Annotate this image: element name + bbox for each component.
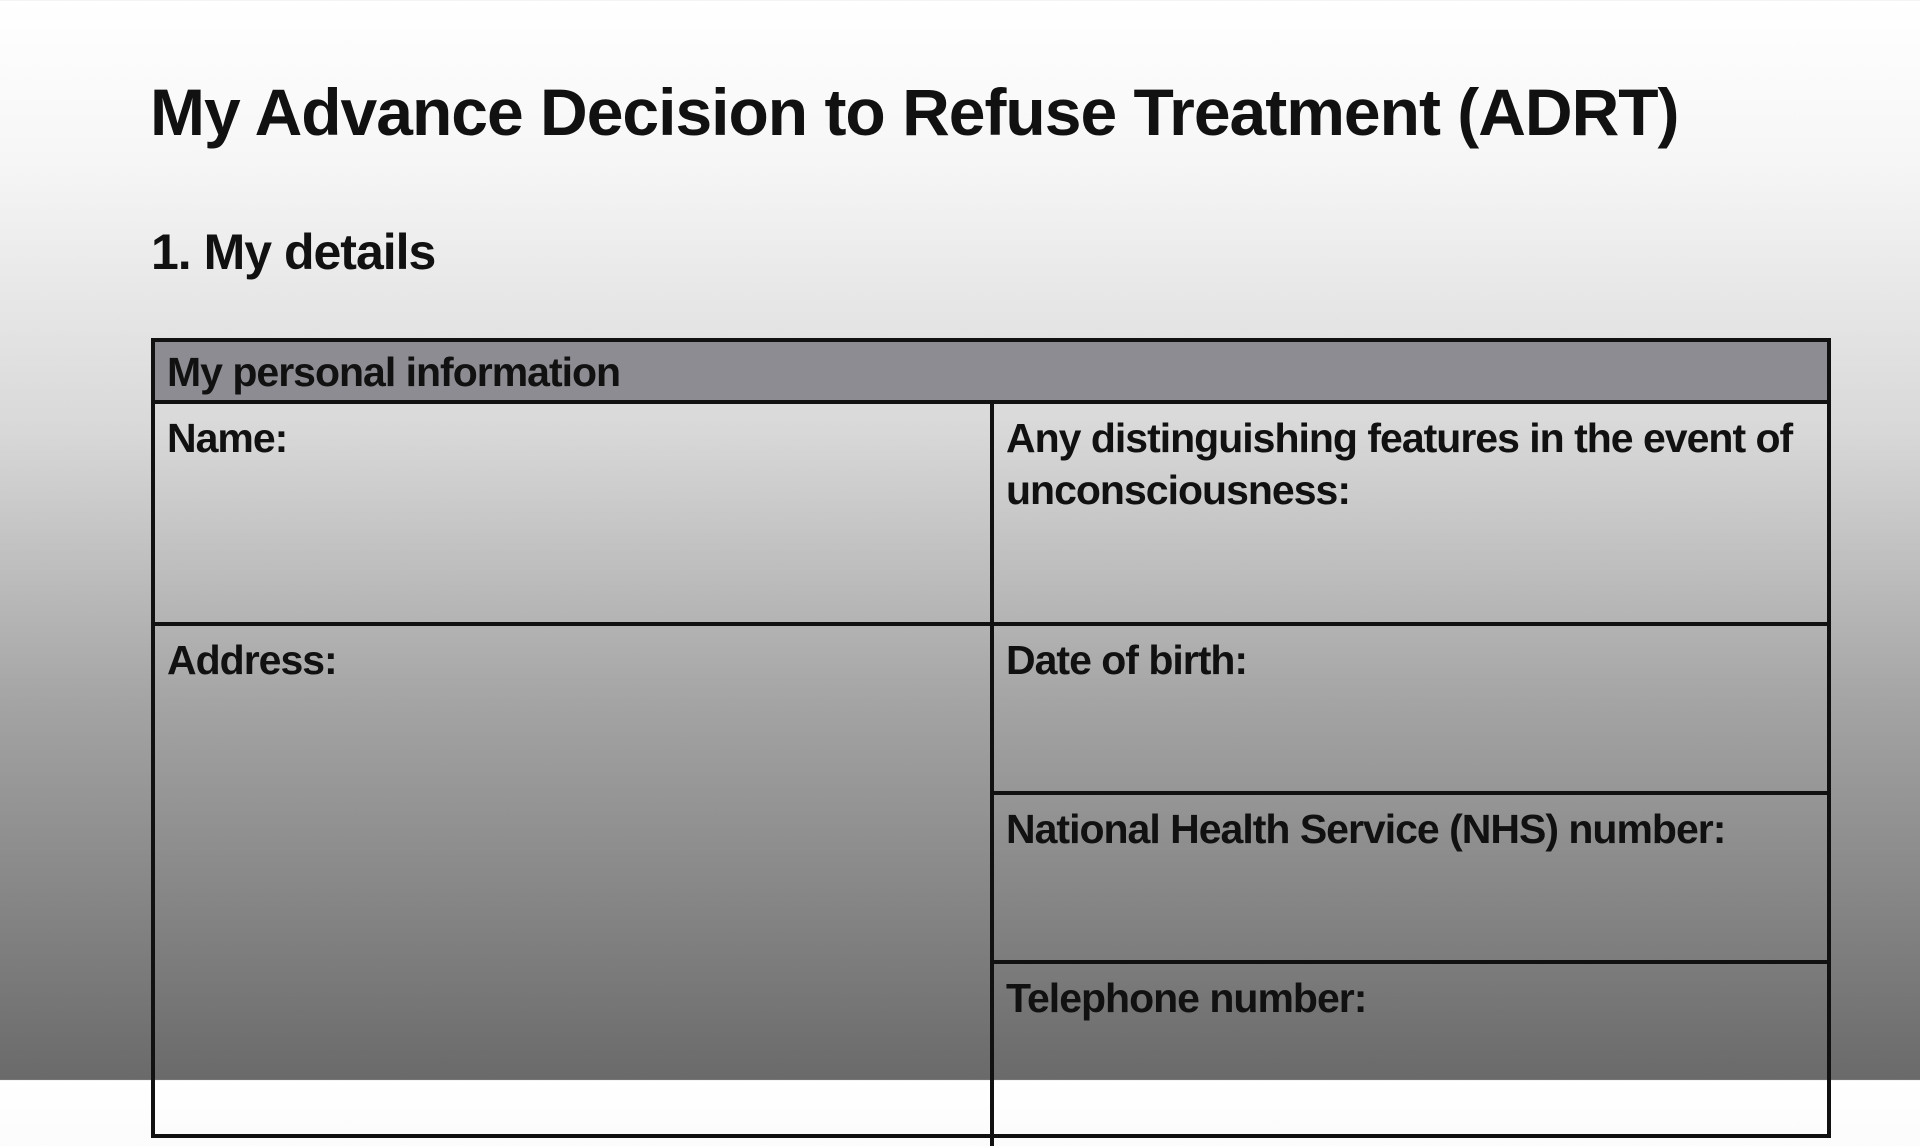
distinguishing-features-label: Any distinguishing features in the event of unconsciousness: xyxy=(1006,415,1793,513)
table-header-label: My personal information xyxy=(167,349,621,395)
nhs-number-field[interactable] xyxy=(994,795,1827,964)
section-heading: 1. My details xyxy=(151,224,436,280)
address-label: Address: xyxy=(167,637,337,683)
date-of-birth-field[interactable] xyxy=(994,626,1827,795)
table-header xyxy=(155,342,1827,404)
document-title: My Advance Decision to Refuse Treatment (ADRT) xyxy=(150,75,1679,149)
distinguishing-features-field[interactable] xyxy=(994,404,1827,626)
personal-information-table xyxy=(151,338,1831,1138)
address-field[interactable] xyxy=(155,626,994,1146)
telephone-number-label: Telephone number: xyxy=(1006,975,1367,1021)
telephone-number-field[interactable] xyxy=(994,964,1827,1144)
date-of-birth-label: Date of birth: xyxy=(1006,637,1248,683)
name-label: Name: xyxy=(167,415,288,461)
name-field[interactable] xyxy=(155,404,994,626)
nhs-number-label: National Health Service (NHS) number: xyxy=(1006,806,1726,852)
